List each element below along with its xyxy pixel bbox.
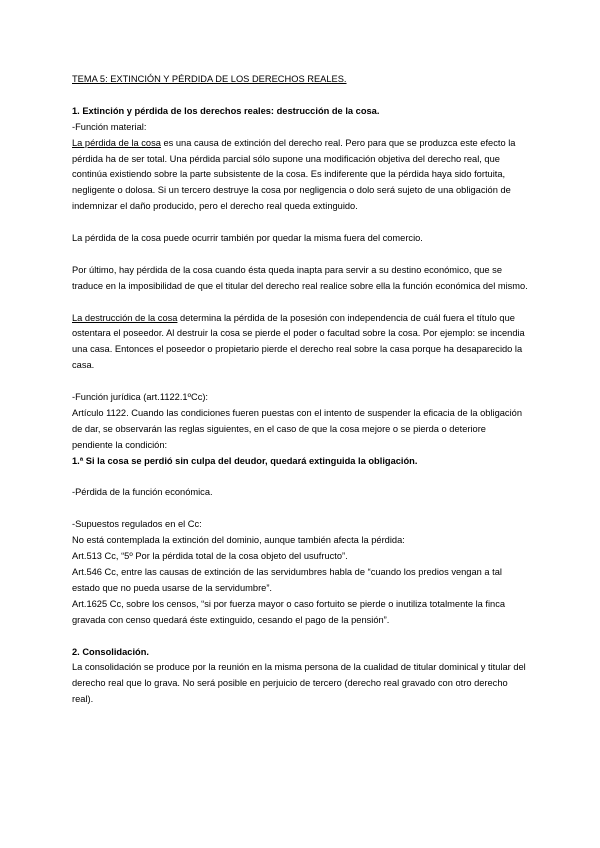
paragraph-fuera-comercio: La pérdida de la cosa puede ocurrir también por quedar la misma fuera del comercio. (72, 233, 423, 244)
section-2-heading: 2. Consolidación. (72, 646, 149, 657)
destruccion-cosa-text: determina la pérdida de la posesión con independencia de cuál fuera el título que ostentara el poseedor. Al destruir la cosa se pierde el poder o facultad sobre la cosa. Por ejemplo: se incendia una casa. Entonces el poseedor o propietario pierde el derecho real sobre la casa porque ha desaparecido la casa. (72, 312, 525, 371)
section-1-heading: 1. Extinción y pérdida de los derechos reales: destrucción de la cosa. (72, 105, 380, 116)
paragraph-destruccion-cosa (72, 311, 528, 375)
paragraph-destino-economico: Por último, hay pérdida de la cosa cuando ésta queda inapta para servir a su destino económico, que se traduce en la imposibilidad de que el titular del derecho real realice sobre ella la función económica del mismo. (72, 264, 528, 291)
paragraph-perdida-cosa (72, 136, 528, 216)
perdida-cosa-text: es una causa de extinción del derecho real. Pero para que se produzca este efecto la pérdida ha de ser total. Una pérdida parcial sólo supone una modificación objetiva del derecho real, que continúa existiendo sobre la parte subsistente de la cosa. Es indiferente que la pérdida haya sido fortuita, negligente o dolosa. Si un tercero destruye la cosa por negligencia o dolo será sujeto de una obligación de indemnizar el daño producido, pero el derecho real queda extinguido. (72, 137, 516, 212)
document-page (72, 72, 528, 708)
consolidacion-text: La consolidación se produce por la reunión en la misma persona de la cualidad de titular dominical y titular del derecho real que lo grava. No será posible en perjuicio de tercero (derecho real gravado con otro derecho real). (72, 662, 526, 705)
funcion-juridica-label: -Función jurídica (art.1122.1ºCc): (72, 392, 209, 403)
no-contemplada-text: No está contemplada la extinción del dominio, aunque también afecta la pérdida: (72, 535, 405, 546)
art-513-text: Art.513 Cc, “5º Por la pérdida total de la cosa objeto del usufructo”. (72, 551, 348, 562)
destruccion-cosa-underlined: La destrucción de la cosa (72, 312, 178, 323)
perdida-cosa-underlined: La pérdida de la cosa (72, 137, 161, 148)
art-546-text: Art.546 Cc, entre las causas de extinción de las servidumbres habla de “cuando los predios vengan a tal estado que no pueda usarse de la servidumbre”. (72, 566, 502, 593)
perdida-funcion-label: -Pérdida de la función económica. (72, 487, 213, 498)
articulo-1122-rule: 1.ª Si la cosa se perdió sin culpa del deudor, quedará extinguida la obligación. (72, 455, 418, 466)
document-title: TEMA 5: EXTINCIÓN Y PÉRDIDA DE LOS DERECHOS REALES. (72, 74, 347, 84)
supuestos-label: -Supuestos regulados en el Cc: (72, 519, 202, 530)
funcion-material-label: -Función material: (72, 121, 147, 132)
articulo-1122-text: Artículo 1122. Cuando las condiciones fueren puestas con el intento de suspender la eficacia de la obligación de dar, se observarán las reglas siguientes, en el caso de que la cosa mejore o se pierda o deteriore pendiente la condición: (72, 407, 522, 450)
art-1625-text: Art.1625 Cc, sobre los censos, “si por fuerza mayor o caso fortuito se pierde o inutiliza totalmente la finca gravada con censo quedará éste extinguido, cesando el pago de la pensión”. (72, 598, 506, 625)
